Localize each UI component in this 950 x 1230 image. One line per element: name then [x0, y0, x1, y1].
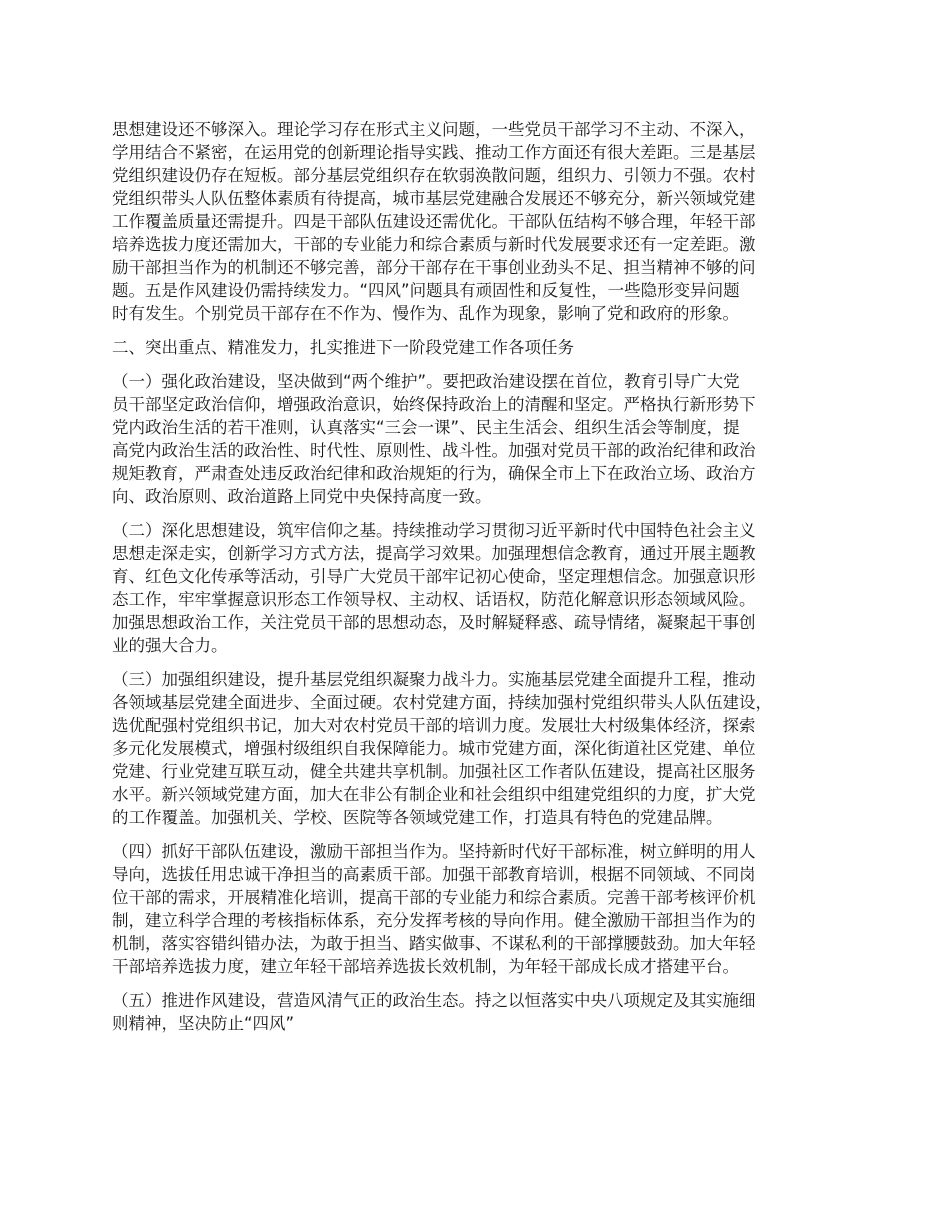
text-line: 规矩教育，严肃查处违反政治纪律和政治规矩的行为，确保全市上下在政治立场、政治方	[112, 464, 756, 483]
text-line: 学用结合不紧密，在运用党的创新理论指导实践、推动工作方面还有很大差距。三是基层	[112, 143, 756, 162]
text-line: 态工作，牢牢掌握意识形态工作领导权、主动权、话语权，防范化解意识形态领域风险。	[112, 590, 756, 609]
text-line: （四）抓好干部队伍建设，激励干部担当作为。坚持新时代好干部标准，树立鲜明的用人	[112, 842, 756, 861]
text-line: 党组织带头人队伍整体素质有待提高，城市基层党建融合发展还不够充分，新兴领域党建	[112, 189, 756, 208]
text-line: 党组织建设仍存在短板。部分基层党组织存在软弱涣散问题，组织力、引领力不强。农村	[112, 166, 756, 185]
text-line: 则精神，坚决防止“四风”	[112, 1014, 295, 1033]
text-line: 培养选拔力度还需加大，干部的专业能力和综合素质与新时代发展要求还有一定差距。激	[112, 235, 756, 254]
text-line: 各领域基层党建全面进步、全面过硬。农村党建方面，持续加强村党组织带头人队伍建设，	[112, 693, 772, 712]
text-line: 向、政治原则、政治道路上同党中央保持高度一致。	[112, 487, 492, 506]
text-line: 员干部坚定政治信仰，增强政治意识，始终保持政治上的清醒和坚定。严格执行新形势下	[112, 395, 756, 414]
text-line: 位干部的需求，开展精准化培训，提高干部的专业能力和综合素质。完善干部考核评价机	[112, 888, 756, 907]
paragraph-intro	[112, 118, 854, 325]
text-line: 题。五是作风建设仍需持续发力。“四风”问题具有顽固性和反复性，一些隐形变异问题	[112, 281, 740, 300]
text-line: 时有发生。个别党员干部存在不作为、慢作为、乱作为现象，影响了党和政府的形象。	[112, 304, 739, 323]
text-line: （五）推进作风建设，营造风清气正的政治生态。持之以恒落实中央八项规定及其实施细	[112, 991, 756, 1010]
paragraph-item-3	[112, 668, 854, 829]
text-line: （一）强化政治建设，坚决做到“两个维护”。要把政治建设摆在首位，教育引导广大党	[112, 372, 740, 391]
document-body	[112, 118, 854, 1046]
text-line: 的工作覆盖。加强机关、学校、医院等各领域党建工作，打造具有特色的党建品牌。	[112, 808, 723, 827]
text-line: （三）加强组织建设，提升基层党组织凝聚力战斗力。实施基层党建全面提升工程，推动	[112, 670, 756, 689]
heading-text: 二、突出重点、精准发力，扎实推进下一阶段党建工作各项任务	[112, 338, 574, 357]
text-line: 高党内政治生活的政治性、时代性、原则性、战斗性。加强对党员干部的政治纪律和政治	[112, 441, 756, 460]
paragraph-item-5	[112, 989, 854, 1035]
text-line: 思想建设还不够深入。理论学习存在形式主义问题，一些党员干部学习不主动、不深入，	[112, 120, 756, 139]
text-line: 党内政治生活的若干准则，认真落实“三会一课”、民主生活会、组织生活会等制度，提	[112, 418, 740, 437]
text-line: 制，建立科学合理的考核指标体系，充分发挥考核的导向作用。健全激励干部担当作为的	[112, 911, 756, 930]
text-line: 干部培养选拔力度，建立年轻干部培养选拔长效机制，为年轻干部成长成才搭建平台。	[112, 957, 739, 976]
section-heading	[112, 336, 854, 359]
text-line: 多元化发展模式，增强村级组织自我保障能力。城市党建方面，深化街道社区党建、单位	[112, 739, 756, 758]
text-line: 业的强大合力。	[112, 636, 228, 655]
text-line: 选优配强村党组织书记，加大对农村党员干部的培训力度。发展壮大村级集体经济，探索	[112, 716, 756, 735]
text-line: 加强思想政治工作，关注党员干部的思想动态，及时解疑释惑、疏导情绪，凝聚起干事创	[112, 613, 756, 632]
text-line: 水平。新兴领域党建方面，加大在非公有制企业和社会组织中组建党组织的力度，扩大党	[112, 785, 756, 804]
text-line: 党建、行业党建互联互动，健全共建共享机制。加强社区工作者队伍建设，提高社区服务	[112, 762, 756, 781]
text-line: 育、红色文化传承等活动，引导广大党员干部牢记初心使命，坚定理想信念。加强意识形	[112, 567, 756, 586]
text-line: 励干部担当作为的机制还不够完善，部分干部存在干事创业劲头不足、担当精神不够的问	[112, 258, 756, 277]
text-line: （二）深化思想建设，筑牢信仰之基。持续推动学习贯彻习近平新时代中国特色社会主义	[112, 521, 756, 540]
text-line: 工作覆盖质量还需提升。四是干部队伍建设还需优化。干部队伍结构不够合理，年轻干部	[112, 212, 756, 231]
text-line: 导向，选拔任用忠诚干净担当的高素质干部。加强干部教育培训，根据不同领域、不同岗	[112, 865, 756, 884]
paragraph-item-2	[112, 519, 854, 657]
text-line: 思想走深走实，创新学习方式方法，提高学习效果。加强理想信念教育，通过开展主题教	[112, 544, 756, 563]
text-line: 机制，落实容错纠错办法，为敢于担当、踏实做事、不谋私利的干部撑腰鼓劲。加大年轻	[112, 934, 756, 953]
paragraph-item-1	[112, 370, 854, 508]
paragraph-item-4	[112, 840, 854, 978]
